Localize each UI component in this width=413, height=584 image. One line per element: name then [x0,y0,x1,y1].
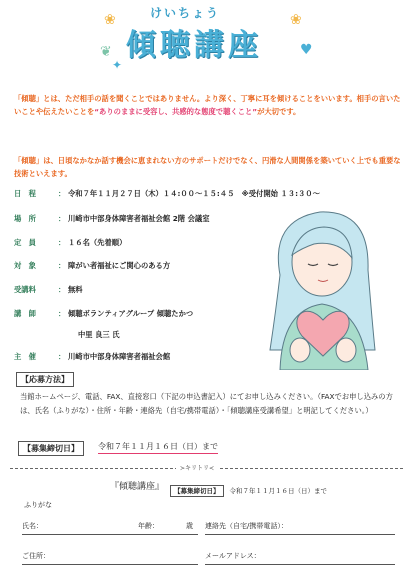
age-label: 年齢： [138,522,159,530]
lecturer-row: 講 師 ： 傾聴ボランティアグループ 傾聴たかつ [14,309,194,318]
email-label: メールアドレス： [205,552,261,560]
contact-label: 連絡先（自宅/携帯電話）： [205,522,288,530]
fee-row: 受講料 ： 無料 [14,285,83,294]
cut-line [0,463,413,473]
blue-bird-icon: ✦ [112,58,123,72]
host-row: 主 催 ： 川崎市中部身体障害者福祉会館 [14,352,171,361]
intro-paragraph-1: 「傾聴」とは、ただ相手の話を聞くことではありません。より深く、丁寧に耳を傾けることをいいます。相手の言いたいことや伝えたいことを“ありのままに受容し、共感的な態度で聴くこと”が大切です。 [14,94,401,116]
place-row: 場 所 ： 川崎市中部身体障害者福祉会館 2階 会議室 [14,214,210,223]
name-field[interactable] [22,534,198,535]
age-unit: 歳 [186,522,193,530]
address-field[interactable] [22,564,198,565]
title-ruby: けいちょう [150,6,221,20]
flower-icon: ❀ [290,12,302,28]
name-label: 氏名： [22,522,43,530]
lecturer-name: 中里 良三 氏 [78,330,120,339]
application-heading: 【応募方法】 [16,372,74,387]
flower-icon: ❀ [104,12,116,28]
capacity-row: 定 員 ： １６名（先着順） [14,238,127,247]
form-title: 『傾聴講座』 [110,482,165,492]
woman-heart-illustration [250,200,400,370]
application-text: 当館ホームページ、電話、FAX、直接窓口（下記の申込書記入）にてお申し込みください。（FAXでお申し込みの方は、氏名（ふりがな）・住所・年齢・連絡先（自宅/携帯電話）・「傾聴講座受講希望」と明記してください。） [20,392,393,415]
deadline-label: 【募集締切日】 [18,441,84,456]
address-label: ご住所： [22,552,50,560]
intro-paragraph-2: 「傾聴」は、日頃なかなか話す機会に恵まれない方のサポートだけでなく、円滑な人間関係を築いていく上でも重要な技術といえます。 [14,156,401,178]
date-row: 日 程 ： 令和７年１１月２７日（木）１４:００～１５:４５ ※受付開始 １３:３０～ [14,189,320,198]
deadline-value: 令和７年１１月１６日（日）まで [98,441,218,454]
leaf-icon: ❦ [100,44,112,60]
cut-label: ≻キリトリ≺ [176,463,218,472]
form-deadline: 【募集締切日】 令和７年１１月１６日（日）まで [170,486,327,495]
bird-icon: ♥ [300,42,313,58]
furigana-label: ふりがな [24,501,52,509]
email-field[interactable] [205,564,395,565]
contact-field[interactable] [205,534,395,535]
target-row: 対 象 ： 障がい者福祉にご関心のある方 [14,261,171,270]
page-title: 傾聴講座 [126,28,262,63]
